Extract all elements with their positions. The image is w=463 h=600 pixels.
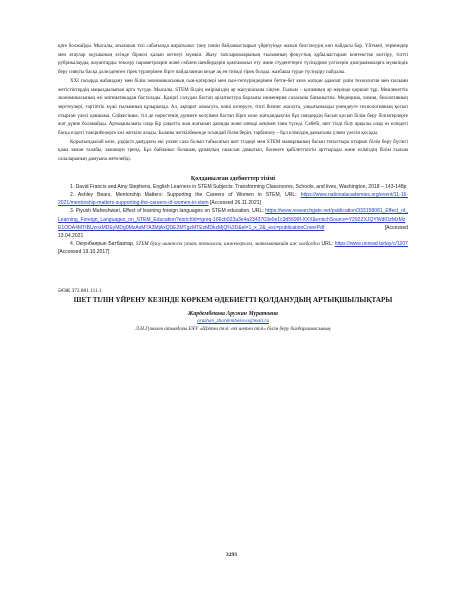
reference-4-accessed: [Accessed 19.10.2017] [58,249,110,256]
reference-3-link[interactable]: https://www.researchgate.net/publication/333158081_Effect_of_Learning_Foreign_Languages_on_STEM_Education?enrichId=rgreq-166cb023a3e4a2343703e0e1c3d5699f-XXX&enrichSource=Y292ZXJQYWdlOzMzMzE1ODA4MTtBUzoxMDEyMDg0MzAxMTA3MjAxQDE2MTgzMTExMDkzMjQ%3D&el=1_x_2&_esc=publicationCoverPdf [58,208,409,231]
reference-1-text: 1. David Francis and Amy Stephens, English Learners in STEM Subjects: Transforming Classrooms, Schools, and lives, Washington, 2018 – 143-148p [70,183,407,190]
reference-4-text: 4. Оюунбаярын Батбаатар, [70,241,135,248]
reference-item-3 [58,207,408,240]
reference-item-4 [58,240,408,256]
body-paragraph-3: Қорытындылай келе, ұздіксіз дамудағы екі үлкен сала болып табылатын шет тілдері мен STEM мазмұнының басын тоғыстыра отырып білім беру бүгінгі қажа заман талабы, заманауи тренд. Бұл байланыс болашақ ұрпақтың санасын дамытып, бәсекеге қабілеттілігін арттырады және еліміздің білім ғылым салаларының дамуына жетелейді. [58,138,408,163]
author-email-link[interactable]: aruzhan_zhardembekova@mail.ru [197,317,269,324]
page-number: 3293 [225,552,238,558]
article-title: ШЕТ ТІЛІН ҮЙРЕНУ КЕЗІНДЕ КӨРКЕМ ӘДЕБИЕТТІ ҚОЛДАНУДЫҢ АРТЫҚШЫЛЫҚТАРЫ [73,295,393,304]
udk-code: ӘОЖ 372.881.111.1 [58,287,102,294]
author-email [58,317,408,325]
author-affiliation: Л.Н.Гумилев атындағы ЕҰУ «Шетел тілі: екі шетел тілі» білім беру бағдарламасының [135,325,331,332]
page-content [58,42,408,333]
reference-item-1 [58,183,408,191]
reference-4-title: STEM буюу шинжлэх ухаан, технологи, инженерчлэл, математикийн аж холбогдол [135,241,320,248]
reference-item-2 [58,191,408,207]
reference-2-text: 2. Ashley Bears, Mentorship Matters: Supporting the Careers of Women in STEM, URL: [70,192,297,199]
reference-2-link[interactable]: https://www.nationalacademies.org/event/11-16-2021/mentorship-matters-supporting-the-careers-of-women-in-stem [58,192,409,207]
reference-4-link[interactable]: https://www.unread.today/c/1207 [334,241,408,248]
body-paragraph-1: қате болжайды. Мысалы, ағылшын тілі сабағында жаратылыс тану пәнін байланыстырып үйретуінде жазып белгілеудің көп пайдасы бар. Үйткені, терминдер мен атаулар оқушының есінде біржол қалып кетпеуі мүмкін. Жазу тапсырмаларының ғылымның фокустық құбылыстарын контекстке келтіру, тілтті рубрикалауды, жауаптарды тексеру параметрлерін және сөйлем шекбердерін қамтамасыз ету және студенттерге түсіндірме үлгілерін диаграммаларға мүмкіндік беру сияқты басқа дәлелденген тірек түрлерімен бірге пайдаланған кезде ақ ен тиімді тірек болды. жазбаша түрде түсіндіру пайдалы. [58,43,408,76]
reference-3-accessed-label: [Accessed [384,224,408,231]
reference-3-accessed-date: 13.04.2021 [58,233,84,240]
references-heading: Қолданылған әдебиеттер тізімі [190,175,276,182]
author-name: Жардембекова Аружан Муратовна [188,310,278,317]
reference-3-text: 3. Piyush Maheshwari, Effect of learning foreign languages on STEM education, URL: [70,208,264,215]
reference-2-accessed: [Accessed 26.11.2021] [210,200,262,207]
body-paragraph-2: ХХІ ғасырда жаһандану мен білім экономикасының сын-қатерлері мен сын-тегеуріндерімен бетпе-бет келе жатқан адамзат үшін технология мен ғылымн жетістіктердің маңыздылығын арта түсуде. Мысалы, STEM біздің өміріміздің әр жасушасына сіңген. Ғылым – қоғамның әр жерінде қоршап тұр. Мемлекеттік экономикасының өзі математикадан басталады. Қазіргі салудан бастап архитектура барлығы инженерия саласына бағыныпты. Медицина, химия, биологияның зерттеулері, тәртіптік күші ғылымның құзырында. Ал, ақпарат алмасуға, көші көтеруге, тіпті бизнес жасауға, уақытымызды үнемдеуге технологияның қосып отырған үлесі қаншама. Сойкесінше, тіл де нәрестенің дүниеге келуімен бастап бірге келе жатқандықтан бұл пәндердің басын қосып білім беру білімгерлерге жат дүние боламайды. Артықшылығы олар бір уақытта жан жағынан дамиды және әлемді кеңінен тани түседі. Себебі, шет тілді білу арқылы олар өз еліндегі басқа елдегі тәжірибелерге көз жеткізе алады. Баланы жеткізбекенде осындай білім берін, тәрбиелеу – бұл еліміздің дамысына үлкен үлесін қосады. [58,77,408,137]
reference-4-url-label: URL: [321,241,333,248]
